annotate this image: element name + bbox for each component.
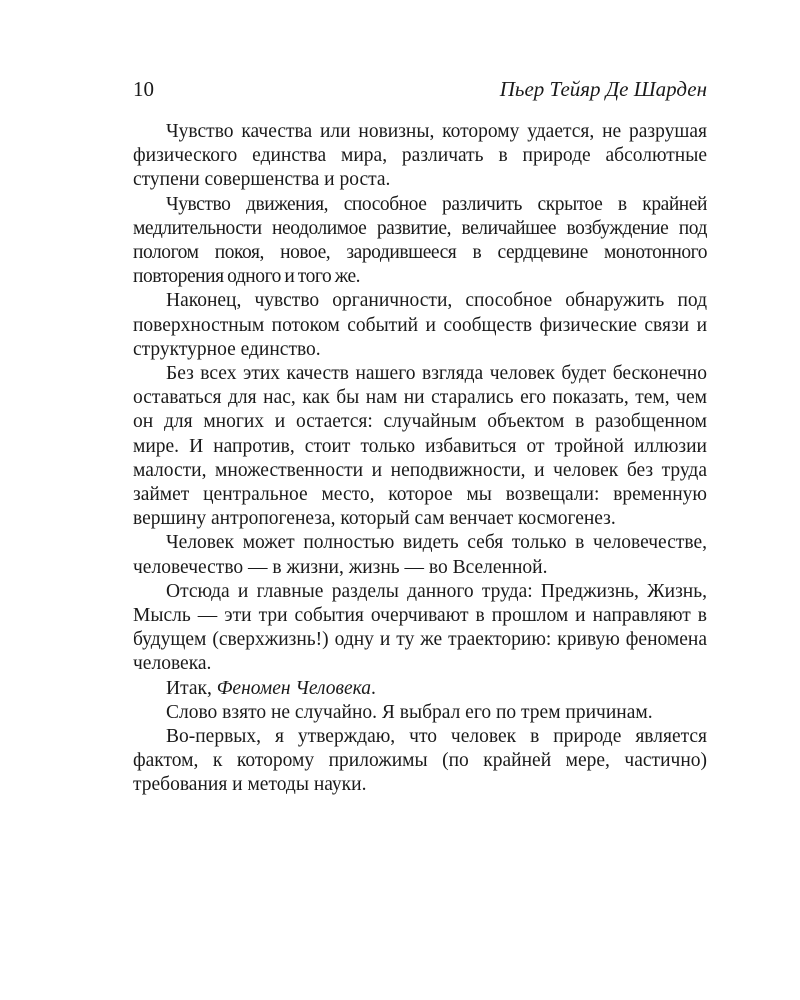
paragraph <box>133 677 707 701</box>
page-number: 10 <box>133 77 154 101</box>
paragraph: Отсюда и главные разделы данного труда: Преджизнь, Жизнь, Мысль — эти три события очерчивают в прошлом и направляют в будущем (сверхжизнь!) одну и ту же траекторию: кривую феномена человека. <box>133 580 707 675</box>
body-text <box>133 120 707 798</box>
paragraph: Слово взято не случайно. Я выбрал его по трем причинам. <box>166 701 653 723</box>
paragraph-prefix: Итак, <box>166 677 217 699</box>
page-header <box>133 76 707 102</box>
paragraph: Человек может полностью видеть себя только в человечестве, человечество — в жизни, жизнь — во Вселенной. <box>133 532 707 578</box>
paragraph: Без всех этих качеств нашего взгляда человек будет бесконечно оставаться для нас, как бы нам ни старались его показать, тем, чем он для многих и остается: случайным объектом в разобщенном мире. И напротив, стоит только избавиться от тройной иллюзии малости, множественности и неподвижности, и человек без труда займет центральное место, которое мы возвещали: временную вершину антропогенеза, который сам венчает космогенез. <box>133 363 707 530</box>
paragraph: Наконец, чувство органичности, способное обнаружить под поверхностным потоком событий и сообществ физические связи и структурное единство. <box>133 290 707 360</box>
running-title: Пьер Тейяр Де Шарден <box>499 77 707 101</box>
book-title-italic: Феномен Человека <box>216 677 372 699</box>
paragraph-suffix: . <box>371 677 376 699</box>
paragraph: Чувство движения, способное различить скрытое в крайней медлительности неодолимое развитие, величайшее возбуждение под пологом покоя, новое, зародившееся в сердцевине монотонного повторения одного и того же. <box>133 193 707 288</box>
paragraph: Чувство качества или новизны, которому удается, не разрушая физического единства мира, различать в природе абсолютные ступени совершенства и роста. <box>133 121 707 191</box>
paragraph: Во-первых, я утверждаю, что человек в природе является фактом, к которому приложимы (по крайней мере, частично) требования и методы науки. <box>133 726 707 796</box>
